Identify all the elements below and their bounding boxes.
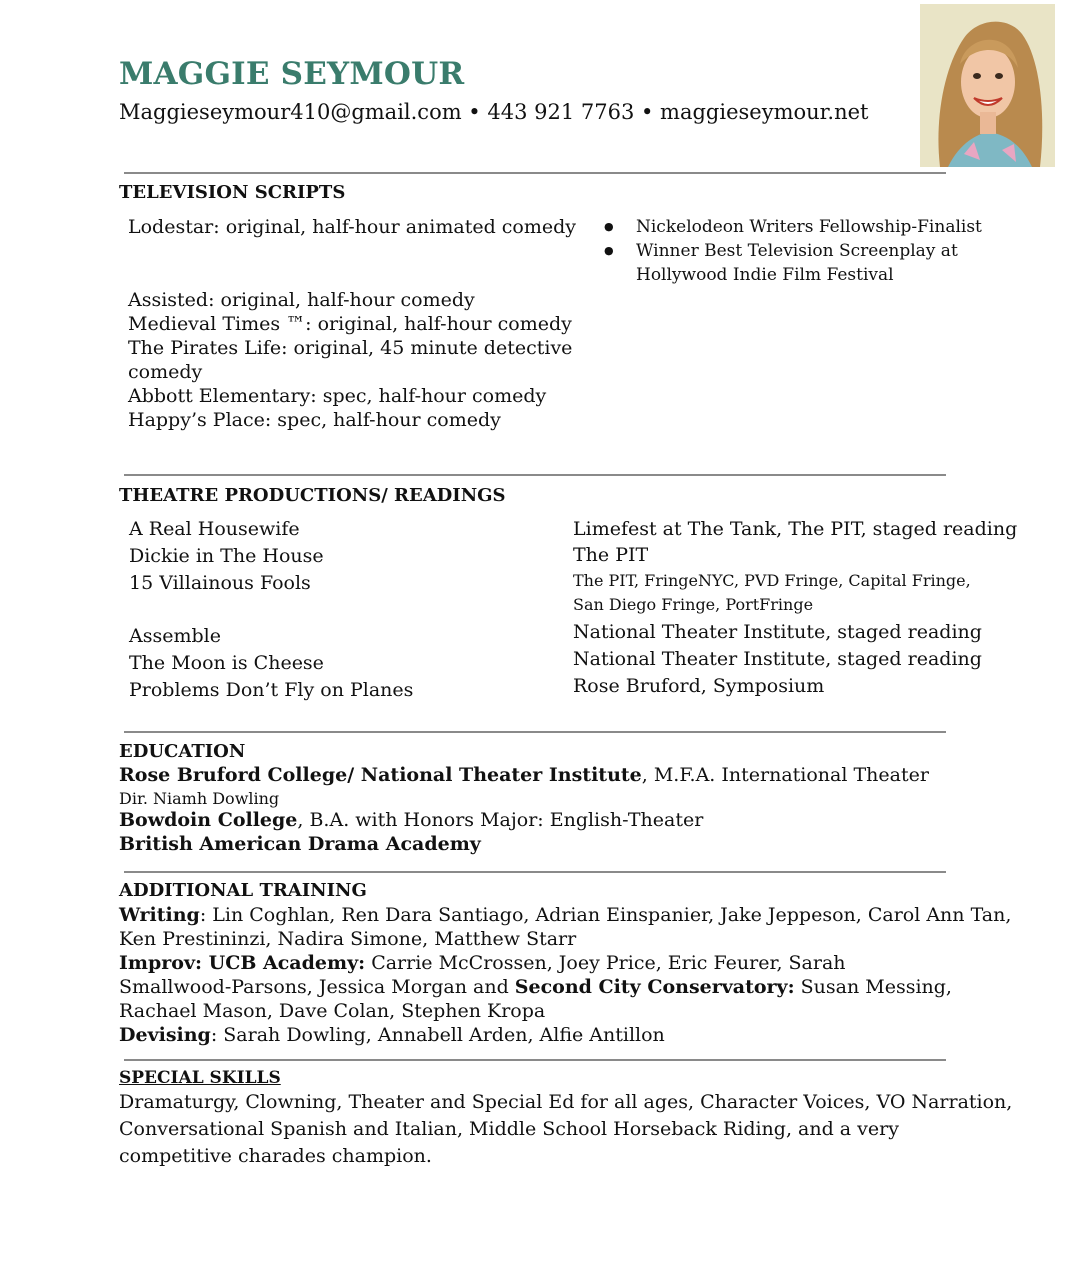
education-director: Dir. Niamh Dowling xyxy=(119,789,280,808)
training-improv xyxy=(119,951,1011,975)
portrait-image xyxy=(920,4,1055,167)
theatre-title: Dickie in The House xyxy=(129,545,324,567)
education-entry xyxy=(119,809,703,831)
theatre-title: Problems Don’t Fly on Planes xyxy=(129,679,414,701)
section-heading-education: EDUCATION xyxy=(119,741,246,762)
award-item: ● Winner Best Television Screenplay at Hollywood Indie Film Festival xyxy=(604,239,976,287)
theatre-titles xyxy=(129,518,413,706)
theatre-title: The Moon is Cheese xyxy=(129,652,324,674)
script-item: Abbott Elementary: spec, half-hour comedy xyxy=(128,385,547,407)
school-name: British American Drama Academy xyxy=(119,833,481,855)
training-names-line: Rachael Mason, Dave Colan, Stephen Kropa xyxy=(119,1000,546,1022)
page-title: MAGGIE SEYMOUR xyxy=(119,56,465,92)
divider xyxy=(124,871,946,873)
divider xyxy=(124,1059,946,1061)
theatre-venue: National Theater Institute, staged reading xyxy=(573,621,982,643)
training-names: : Lin Coghlan, Ren Dara Santiago, Adrian Einspanier, Jake Jeppeson, Carol Ann Tan, xyxy=(199,904,1012,926)
script-list xyxy=(128,288,572,432)
skills-line: Dramaturgy, Clowning, Theater and Special Ed for all ages, Character Voices, VO Narration, xyxy=(119,1091,1013,1113)
education-entry xyxy=(119,764,929,786)
divider xyxy=(124,731,946,733)
script-item: Happy’s Place: spec, half-hour comedy xyxy=(128,409,501,431)
theatre-venue: Limefest at The Tank, The PIT, staged reading xyxy=(573,518,1018,540)
divider xyxy=(124,172,946,174)
theatre-venue: The PIT xyxy=(573,544,649,566)
theatre-venue: National Theater Institute, staged reading xyxy=(573,648,982,670)
theatre-title: A Real Housewife xyxy=(129,518,300,540)
section-heading-skills: SPECIAL SKILLS xyxy=(119,1068,281,1088)
script-item: The Pirates Life: original, 45 minute detective xyxy=(128,337,573,359)
training-label: Devising xyxy=(119,1024,211,1046)
school-name: Bowdoin College xyxy=(119,809,298,831)
theatre-venue: Rose Bruford, Symposium xyxy=(573,675,825,697)
theatre-title: Assemble xyxy=(129,625,221,647)
education-entry xyxy=(119,833,481,855)
theatre-venue: San Diego Fringe, PortFringe xyxy=(573,595,814,614)
theatre-venue: The PIT, FringeNYC, PVD Fringe, Capital Fringe, xyxy=(573,571,971,590)
training-block xyxy=(119,903,1011,1047)
contact-line: Maggieseymour410@gmail.com • 443 921 7763 • maggieseymour.net xyxy=(119,100,869,124)
theatre-venues xyxy=(573,518,1017,702)
training-label: Writing xyxy=(119,904,200,926)
award-item: ● Nickelodeon Writers Fellowship-Finalist xyxy=(604,215,1004,239)
school-name: Rose Bruford College/ National Theater Institute xyxy=(119,764,642,786)
featured-script: Lodestar: original, half-hour animated comedy xyxy=(128,216,577,238)
profile-photo xyxy=(920,4,1055,167)
training-names-line: Ken Prestininzi, Nadira Simone, Matthew Starr xyxy=(119,928,577,950)
section-heading-theatre: THEATRE PRODUCTIONS/ READINGS xyxy=(119,485,506,506)
skills-line: Conversational Spanish and Italian, Middle School Horseback Riding, and a very xyxy=(119,1118,899,1140)
script-item: Medieval Times ™: original, half-hour comedy xyxy=(128,313,572,335)
divider xyxy=(124,474,946,476)
training-names: Carrie McCrossen, Joey Price, Eric Feurer, Sarah xyxy=(365,952,846,974)
section-heading-training: ADDITIONAL TRAINING xyxy=(119,880,367,901)
training-devising xyxy=(119,1023,1011,1047)
script-item: comedy xyxy=(128,361,203,383)
training-names: Smallwood-Parsons, Jessica Morgan and xyxy=(119,976,515,998)
training-label: Improv: UCB Academy: xyxy=(119,952,366,974)
script-item: Assisted: original, half-hour comedy xyxy=(128,289,475,311)
awards-list xyxy=(604,215,1004,287)
skills-text xyxy=(119,1089,1012,1170)
theatre-title: 15 Villainous Fools xyxy=(129,572,311,594)
degree: , B.A. with Honors Major: English-Theater xyxy=(297,809,704,831)
training-label: Second City Conservatory: xyxy=(514,976,795,998)
training-names: : Sarah Dowling, Annabell Arden, Alfie Antillon xyxy=(210,1024,665,1046)
section-heading-television: TELEVISION SCRIPTS xyxy=(119,182,346,203)
skills-line: competitive charades champion. xyxy=(119,1145,432,1167)
degree: , M.F.A. International Theater xyxy=(641,764,929,786)
training-writing xyxy=(119,903,1011,927)
training-improv-cont xyxy=(119,975,1011,999)
training-names: Susan Messing, xyxy=(794,976,952,998)
